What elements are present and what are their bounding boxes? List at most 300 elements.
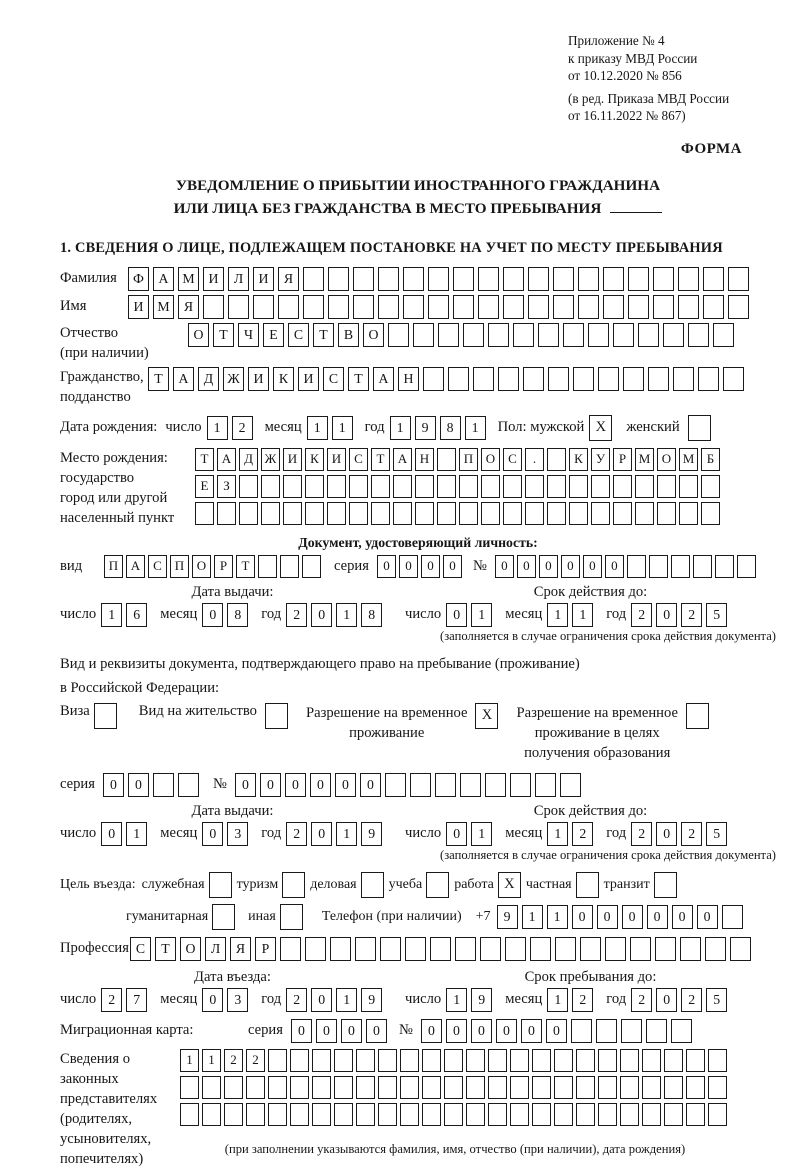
char-box[interactable]: 0 — [605, 555, 624, 578]
char-box[interactable] — [653, 267, 674, 291]
char-box[interactable]: 0 — [597, 905, 618, 929]
char-box[interactable]: 0 — [517, 555, 536, 578]
char-box[interactable] — [453, 295, 474, 319]
char-box[interactable]: Р — [255, 937, 276, 961]
char-box[interactable] — [283, 475, 302, 498]
char-box[interactable] — [349, 475, 368, 498]
char-box[interactable] — [488, 1049, 507, 1072]
char-box[interactable]: 0 — [202, 988, 223, 1012]
residence-permit-checkbox[interactable] — [265, 703, 288, 729]
char-box[interactable]: 1 — [126, 822, 147, 846]
char-box[interactable]: 0 — [202, 822, 223, 846]
char-box[interactable] — [664, 1049, 683, 1072]
edu-residence-checkbox[interactable] — [686, 703, 709, 729]
char-box[interactable]: 0 — [446, 1019, 467, 1043]
char-box[interactable]: 0 — [285, 773, 306, 797]
char-box[interactable]: С — [503, 448, 522, 471]
char-box[interactable] — [498, 367, 519, 391]
char-box[interactable]: С — [288, 323, 309, 347]
char-box[interactable]: 5 — [706, 603, 727, 627]
char-box[interactable]: 0 — [202, 603, 223, 627]
char-box[interactable]: П — [170, 555, 189, 578]
char-box[interactable] — [728, 267, 749, 291]
char-box[interactable] — [638, 323, 659, 347]
char-box[interactable] — [532, 1076, 551, 1099]
char-box[interactable]: 0 — [399, 555, 418, 578]
char-box[interactable] — [334, 1103, 353, 1126]
char-box[interactable]: 0 — [260, 773, 281, 797]
char-box[interactable]: 0 — [496, 1019, 517, 1043]
char-box[interactable]: 0 — [311, 988, 332, 1012]
char-box[interactable] — [591, 502, 610, 525]
char-box[interactable]: 9 — [497, 905, 518, 929]
char-box[interactable] — [278, 295, 299, 319]
char-box[interactable] — [505, 937, 526, 961]
char-box[interactable] — [444, 1103, 463, 1126]
char-box[interactable]: Ж — [261, 448, 280, 471]
char-box[interactable] — [673, 367, 694, 391]
char-box[interactable] — [657, 475, 676, 498]
char-box[interactable] — [620, 1103, 639, 1126]
char-box[interactable] — [576, 1076, 595, 1099]
char-box[interactable]: 0 — [539, 555, 558, 578]
char-box[interactable]: 0 — [311, 603, 332, 627]
char-box[interactable]: 0 — [377, 555, 396, 578]
char-box[interactable] — [523, 367, 544, 391]
char-box[interactable] — [380, 937, 401, 961]
char-box[interactable]: 0 — [341, 1019, 362, 1043]
char-box[interactable] — [261, 475, 280, 498]
char-box[interactable] — [239, 475, 258, 498]
char-box[interactable] — [642, 1049, 661, 1072]
char-box[interactable] — [688, 323, 709, 347]
char-box[interactable]: 2 — [681, 822, 702, 846]
char-box[interactable] — [268, 1049, 287, 1072]
char-box[interactable] — [466, 1049, 485, 1072]
char-box[interactable] — [563, 323, 584, 347]
char-box[interactable] — [737, 555, 756, 578]
char-box[interactable] — [203, 295, 224, 319]
char-box[interactable]: А — [173, 367, 194, 391]
char-box[interactable]: 2 — [224, 1049, 243, 1072]
char-box[interactable]: А — [373, 367, 394, 391]
char-box[interactable]: 1 — [522, 905, 543, 929]
char-box[interactable]: 2 — [681, 988, 702, 1012]
char-box[interactable] — [246, 1076, 265, 1099]
char-box[interactable]: . — [525, 448, 544, 471]
char-box[interactable]: 0 — [360, 773, 381, 797]
char-box[interactable] — [554, 1103, 573, 1126]
char-box[interactable] — [388, 323, 409, 347]
char-box[interactable] — [510, 773, 531, 797]
char-box[interactable]: Д — [198, 367, 219, 391]
char-box[interactable] — [371, 502, 390, 525]
char-box[interactable] — [378, 267, 399, 291]
char-box[interactable] — [180, 1076, 199, 1099]
char-box[interactable] — [459, 502, 478, 525]
char-box[interactable] — [663, 323, 684, 347]
char-box[interactable]: К — [569, 448, 588, 471]
char-box[interactable] — [730, 937, 751, 961]
char-box[interactable] — [628, 295, 649, 319]
char-box[interactable] — [553, 267, 574, 291]
char-box[interactable]: 2 — [572, 988, 593, 1012]
char-box[interactable] — [548, 367, 569, 391]
char-box[interactable] — [554, 1049, 573, 1072]
char-box[interactable] — [635, 502, 654, 525]
char-box[interactable] — [437, 475, 456, 498]
char-box[interactable] — [591, 475, 610, 498]
char-box[interactable] — [422, 1076, 441, 1099]
char-box[interactable] — [664, 1076, 683, 1099]
char-box[interactable]: Я — [230, 937, 251, 961]
purpose-work-checkbox[interactable]: X — [498, 872, 521, 898]
char-box[interactable] — [503, 502, 522, 525]
char-box[interactable] — [403, 267, 424, 291]
char-box[interactable] — [510, 1049, 529, 1072]
char-box[interactable] — [686, 1076, 705, 1099]
char-box[interactable] — [353, 267, 374, 291]
char-box[interactable]: 0 — [647, 905, 668, 929]
char-box[interactable] — [378, 1076, 397, 1099]
char-box[interactable] — [598, 1076, 617, 1099]
char-box[interactable]: 0 — [128, 773, 149, 797]
char-box[interactable] — [705, 937, 726, 961]
char-box[interactable]: 1 — [465, 416, 486, 440]
char-box[interactable]: Т — [213, 323, 234, 347]
visa-checkbox[interactable] — [94, 703, 117, 729]
char-box[interactable]: 5 — [706, 988, 727, 1012]
char-box[interactable] — [503, 295, 524, 319]
char-box[interactable]: 0 — [697, 905, 718, 929]
char-box[interactable]: И — [248, 367, 269, 391]
char-box[interactable]: 6 — [126, 603, 147, 627]
purpose-business-checkbox[interactable] — [361, 872, 384, 898]
char-box[interactable]: 0 — [103, 773, 124, 797]
char-box[interactable] — [646, 1019, 667, 1043]
char-box[interactable] — [280, 555, 299, 578]
char-box[interactable] — [693, 555, 712, 578]
char-box[interactable] — [620, 1049, 639, 1072]
char-box[interactable] — [353, 295, 374, 319]
char-box[interactable]: Б — [701, 448, 720, 471]
char-box[interactable] — [671, 1019, 692, 1043]
char-box[interactable]: 2 — [631, 603, 652, 627]
char-box[interactable]: 0 — [443, 555, 462, 578]
char-box[interactable] — [481, 475, 500, 498]
char-box[interactable]: О — [180, 937, 201, 961]
char-box[interactable]: Т — [371, 448, 390, 471]
char-box[interactable]: 0 — [316, 1019, 337, 1043]
char-box[interactable] — [627, 555, 646, 578]
char-box[interactable] — [422, 1049, 441, 1072]
char-box[interactable]: 2 — [286, 822, 307, 846]
char-box[interactable] — [488, 1103, 507, 1126]
char-box[interactable] — [513, 323, 534, 347]
char-box[interactable] — [422, 1103, 441, 1126]
char-box[interactable] — [305, 475, 324, 498]
char-box[interactable] — [679, 502, 698, 525]
char-box[interactable] — [481, 502, 500, 525]
char-box[interactable]: Ч — [238, 323, 259, 347]
char-box[interactable]: 0 — [471, 1019, 492, 1043]
char-box[interactable] — [478, 295, 499, 319]
char-box[interactable]: Т — [236, 555, 255, 578]
char-box[interactable] — [547, 502, 566, 525]
char-box[interactable] — [598, 1049, 617, 1072]
char-box[interactable]: О — [188, 323, 209, 347]
char-box[interactable] — [525, 502, 544, 525]
char-box[interactable]: 1 — [336, 603, 357, 627]
char-box[interactable] — [283, 502, 302, 525]
char-box[interactable] — [305, 937, 326, 961]
char-box[interactable] — [327, 475, 346, 498]
char-box[interactable]: 9 — [415, 416, 436, 440]
char-box[interactable]: А — [217, 448, 236, 471]
char-box[interactable] — [355, 937, 376, 961]
char-box[interactable]: 1 — [101, 603, 122, 627]
char-box[interactable] — [385, 773, 406, 797]
sex-male-checkbox[interactable]: X — [589, 415, 612, 441]
char-box[interactable] — [620, 1076, 639, 1099]
char-box[interactable] — [327, 502, 346, 525]
char-box[interactable] — [400, 1103, 419, 1126]
char-box[interactable] — [686, 1049, 705, 1072]
char-box[interactable] — [459, 475, 478, 498]
char-box[interactable] — [630, 937, 651, 961]
char-box[interactable]: А — [126, 555, 145, 578]
char-box[interactable] — [603, 295, 624, 319]
char-box[interactable]: 2 — [681, 603, 702, 627]
char-box[interactable]: 2 — [631, 822, 652, 846]
title-blank-underline[interactable] — [610, 200, 662, 213]
char-box[interactable]: Д — [239, 448, 258, 471]
char-box[interactable] — [701, 475, 720, 498]
char-box[interactable]: 0 — [311, 822, 332, 846]
char-box[interactable]: 0 — [656, 822, 677, 846]
char-box[interactable]: 8 — [227, 603, 248, 627]
char-box[interactable] — [393, 502, 412, 525]
char-box[interactable] — [580, 937, 601, 961]
char-box[interactable] — [503, 267, 524, 291]
char-box[interactable] — [415, 502, 434, 525]
char-box[interactable] — [466, 1103, 485, 1126]
char-box[interactable] — [268, 1076, 287, 1099]
char-box[interactable] — [535, 773, 556, 797]
char-box[interactable]: Л — [228, 267, 249, 291]
char-box[interactable] — [703, 295, 724, 319]
char-box[interactable] — [578, 295, 599, 319]
char-box[interactable] — [538, 323, 559, 347]
char-box[interactable]: 2 — [232, 416, 253, 440]
char-box[interactable] — [603, 267, 624, 291]
char-box[interactable]: Р — [613, 448, 632, 471]
char-box[interactable] — [701, 502, 720, 525]
char-box[interactable] — [488, 1076, 507, 1099]
char-box[interactable] — [530, 937, 551, 961]
char-box[interactable]: 0 — [446, 822, 467, 846]
char-box[interactable]: 1 — [547, 988, 568, 1012]
char-box[interactable] — [403, 295, 424, 319]
purpose-other-checkbox[interactable] — [280, 904, 303, 930]
char-box[interactable] — [378, 1049, 397, 1072]
char-box[interactable] — [460, 773, 481, 797]
char-box[interactable] — [280, 937, 301, 961]
char-box[interactable]: В — [338, 323, 359, 347]
char-box[interactable]: 0 — [583, 555, 602, 578]
char-box[interactable]: П — [459, 448, 478, 471]
char-box[interactable] — [349, 502, 368, 525]
char-box[interactable]: 2 — [286, 603, 307, 627]
char-box[interactable] — [312, 1076, 331, 1099]
char-box[interactable] — [532, 1049, 551, 1072]
char-box[interactable] — [371, 475, 390, 498]
char-box[interactable] — [153, 773, 174, 797]
char-box[interactable]: К — [305, 448, 324, 471]
char-box[interactable] — [466, 1076, 485, 1099]
char-box[interactable]: 1 — [336, 988, 357, 1012]
char-box[interactable] — [649, 555, 668, 578]
char-box[interactable]: 0 — [446, 603, 467, 627]
char-box[interactable]: 0 — [656, 988, 677, 1012]
char-box[interactable] — [430, 937, 451, 961]
char-box[interactable] — [378, 295, 399, 319]
char-box[interactable]: Т — [348, 367, 369, 391]
char-box[interactable] — [405, 937, 426, 961]
char-box[interactable]: 3 — [227, 822, 248, 846]
char-box[interactable] — [334, 1076, 353, 1099]
char-box[interactable]: 9 — [361, 988, 382, 1012]
char-box[interactable] — [328, 267, 349, 291]
char-box[interactable]: А — [153, 267, 174, 291]
char-box[interactable]: 0 — [235, 773, 256, 797]
char-box[interactable]: 3 — [227, 988, 248, 1012]
char-box[interactable]: К — [273, 367, 294, 391]
char-box[interactable]: 1 — [390, 416, 411, 440]
char-box[interactable]: 1 — [446, 988, 467, 1012]
char-box[interactable] — [655, 937, 676, 961]
char-box[interactable]: 0 — [672, 905, 693, 929]
char-box[interactable] — [290, 1103, 309, 1126]
char-box[interactable]: Е — [195, 475, 214, 498]
char-box[interactable] — [510, 1103, 529, 1126]
char-box[interactable]: Ж — [223, 367, 244, 391]
purpose-tourism-checkbox[interactable] — [282, 872, 305, 898]
char-box[interactable] — [679, 475, 698, 498]
sex-female-checkbox[interactable] — [688, 415, 711, 441]
char-box[interactable] — [678, 295, 699, 319]
char-box[interactable] — [378, 1103, 397, 1126]
char-box[interactable] — [713, 323, 734, 347]
char-box[interactable] — [598, 1103, 617, 1126]
char-box[interactable] — [547, 475, 566, 498]
char-box[interactable]: 0 — [101, 822, 122, 846]
char-box[interactable]: 1 — [180, 1049, 199, 1072]
char-box[interactable]: 1 — [332, 416, 353, 440]
char-box[interactable] — [605, 937, 626, 961]
char-box[interactable] — [664, 1103, 683, 1126]
char-box[interactable]: С — [148, 555, 167, 578]
char-box[interactable] — [671, 555, 690, 578]
char-box[interactable]: Н — [398, 367, 419, 391]
char-box[interactable]: М — [635, 448, 654, 471]
char-box[interactable] — [728, 295, 749, 319]
char-box[interactable] — [510, 1076, 529, 1099]
char-box[interactable]: Н — [415, 448, 434, 471]
char-box[interactable]: З — [217, 475, 236, 498]
char-box[interactable] — [334, 1049, 353, 1072]
char-box[interactable] — [680, 937, 701, 961]
char-box[interactable]: Т — [155, 937, 176, 961]
char-box[interactable] — [621, 1019, 642, 1043]
char-box[interactable] — [435, 773, 456, 797]
char-box[interactable]: 5 — [706, 822, 727, 846]
char-box[interactable] — [480, 937, 501, 961]
char-box[interactable] — [642, 1076, 661, 1099]
char-box[interactable]: Р — [214, 555, 233, 578]
char-box[interactable] — [576, 1103, 595, 1126]
char-box[interactable]: Л — [205, 937, 226, 961]
char-box[interactable]: 1 — [471, 822, 492, 846]
char-box[interactable] — [303, 295, 324, 319]
char-box[interactable] — [553, 295, 574, 319]
char-box[interactable] — [485, 773, 506, 797]
char-box[interactable]: 0 — [291, 1019, 312, 1043]
char-box[interactable] — [330, 937, 351, 961]
char-box[interactable]: Я — [278, 267, 299, 291]
char-box[interactable] — [653, 295, 674, 319]
purpose-official-checkbox[interactable] — [209, 872, 232, 898]
char-box[interactable] — [448, 367, 469, 391]
char-box[interactable] — [503, 475, 522, 498]
char-box[interactable] — [356, 1049, 375, 1072]
purpose-study-checkbox[interactable] — [426, 872, 449, 898]
purpose-private-checkbox[interactable] — [576, 872, 599, 898]
char-box[interactable]: А — [393, 448, 412, 471]
char-box[interactable] — [569, 502, 588, 525]
char-box[interactable] — [708, 1049, 727, 1072]
char-box[interactable]: 2 — [572, 822, 593, 846]
char-box[interactable] — [312, 1103, 331, 1126]
char-box[interactable]: О — [192, 555, 211, 578]
char-box[interactable]: М — [153, 295, 174, 319]
char-box[interactable] — [463, 323, 484, 347]
char-box[interactable] — [178, 773, 199, 797]
char-box[interactable] — [576, 1049, 595, 1072]
char-box[interactable] — [239, 502, 258, 525]
char-box[interactable] — [642, 1103, 661, 1126]
char-box[interactable] — [698, 367, 719, 391]
char-box[interactable]: С — [130, 937, 151, 961]
char-box[interactable] — [400, 1076, 419, 1099]
char-box[interactable] — [722, 905, 743, 929]
char-box[interactable] — [715, 555, 734, 578]
char-box[interactable] — [195, 502, 214, 525]
char-box[interactable] — [555, 937, 576, 961]
char-box[interactable] — [428, 267, 449, 291]
char-box[interactable] — [400, 1049, 419, 1072]
char-box[interactable]: 2 — [101, 988, 122, 1012]
char-box[interactable]: 2 — [286, 988, 307, 1012]
char-box[interactable] — [180, 1103, 199, 1126]
char-box[interactable] — [723, 367, 744, 391]
char-box[interactable]: О — [363, 323, 384, 347]
char-box[interactable] — [578, 267, 599, 291]
char-box[interactable] — [224, 1076, 243, 1099]
char-box[interactable] — [428, 295, 449, 319]
char-box[interactable] — [628, 267, 649, 291]
char-box[interactable] — [290, 1076, 309, 1099]
